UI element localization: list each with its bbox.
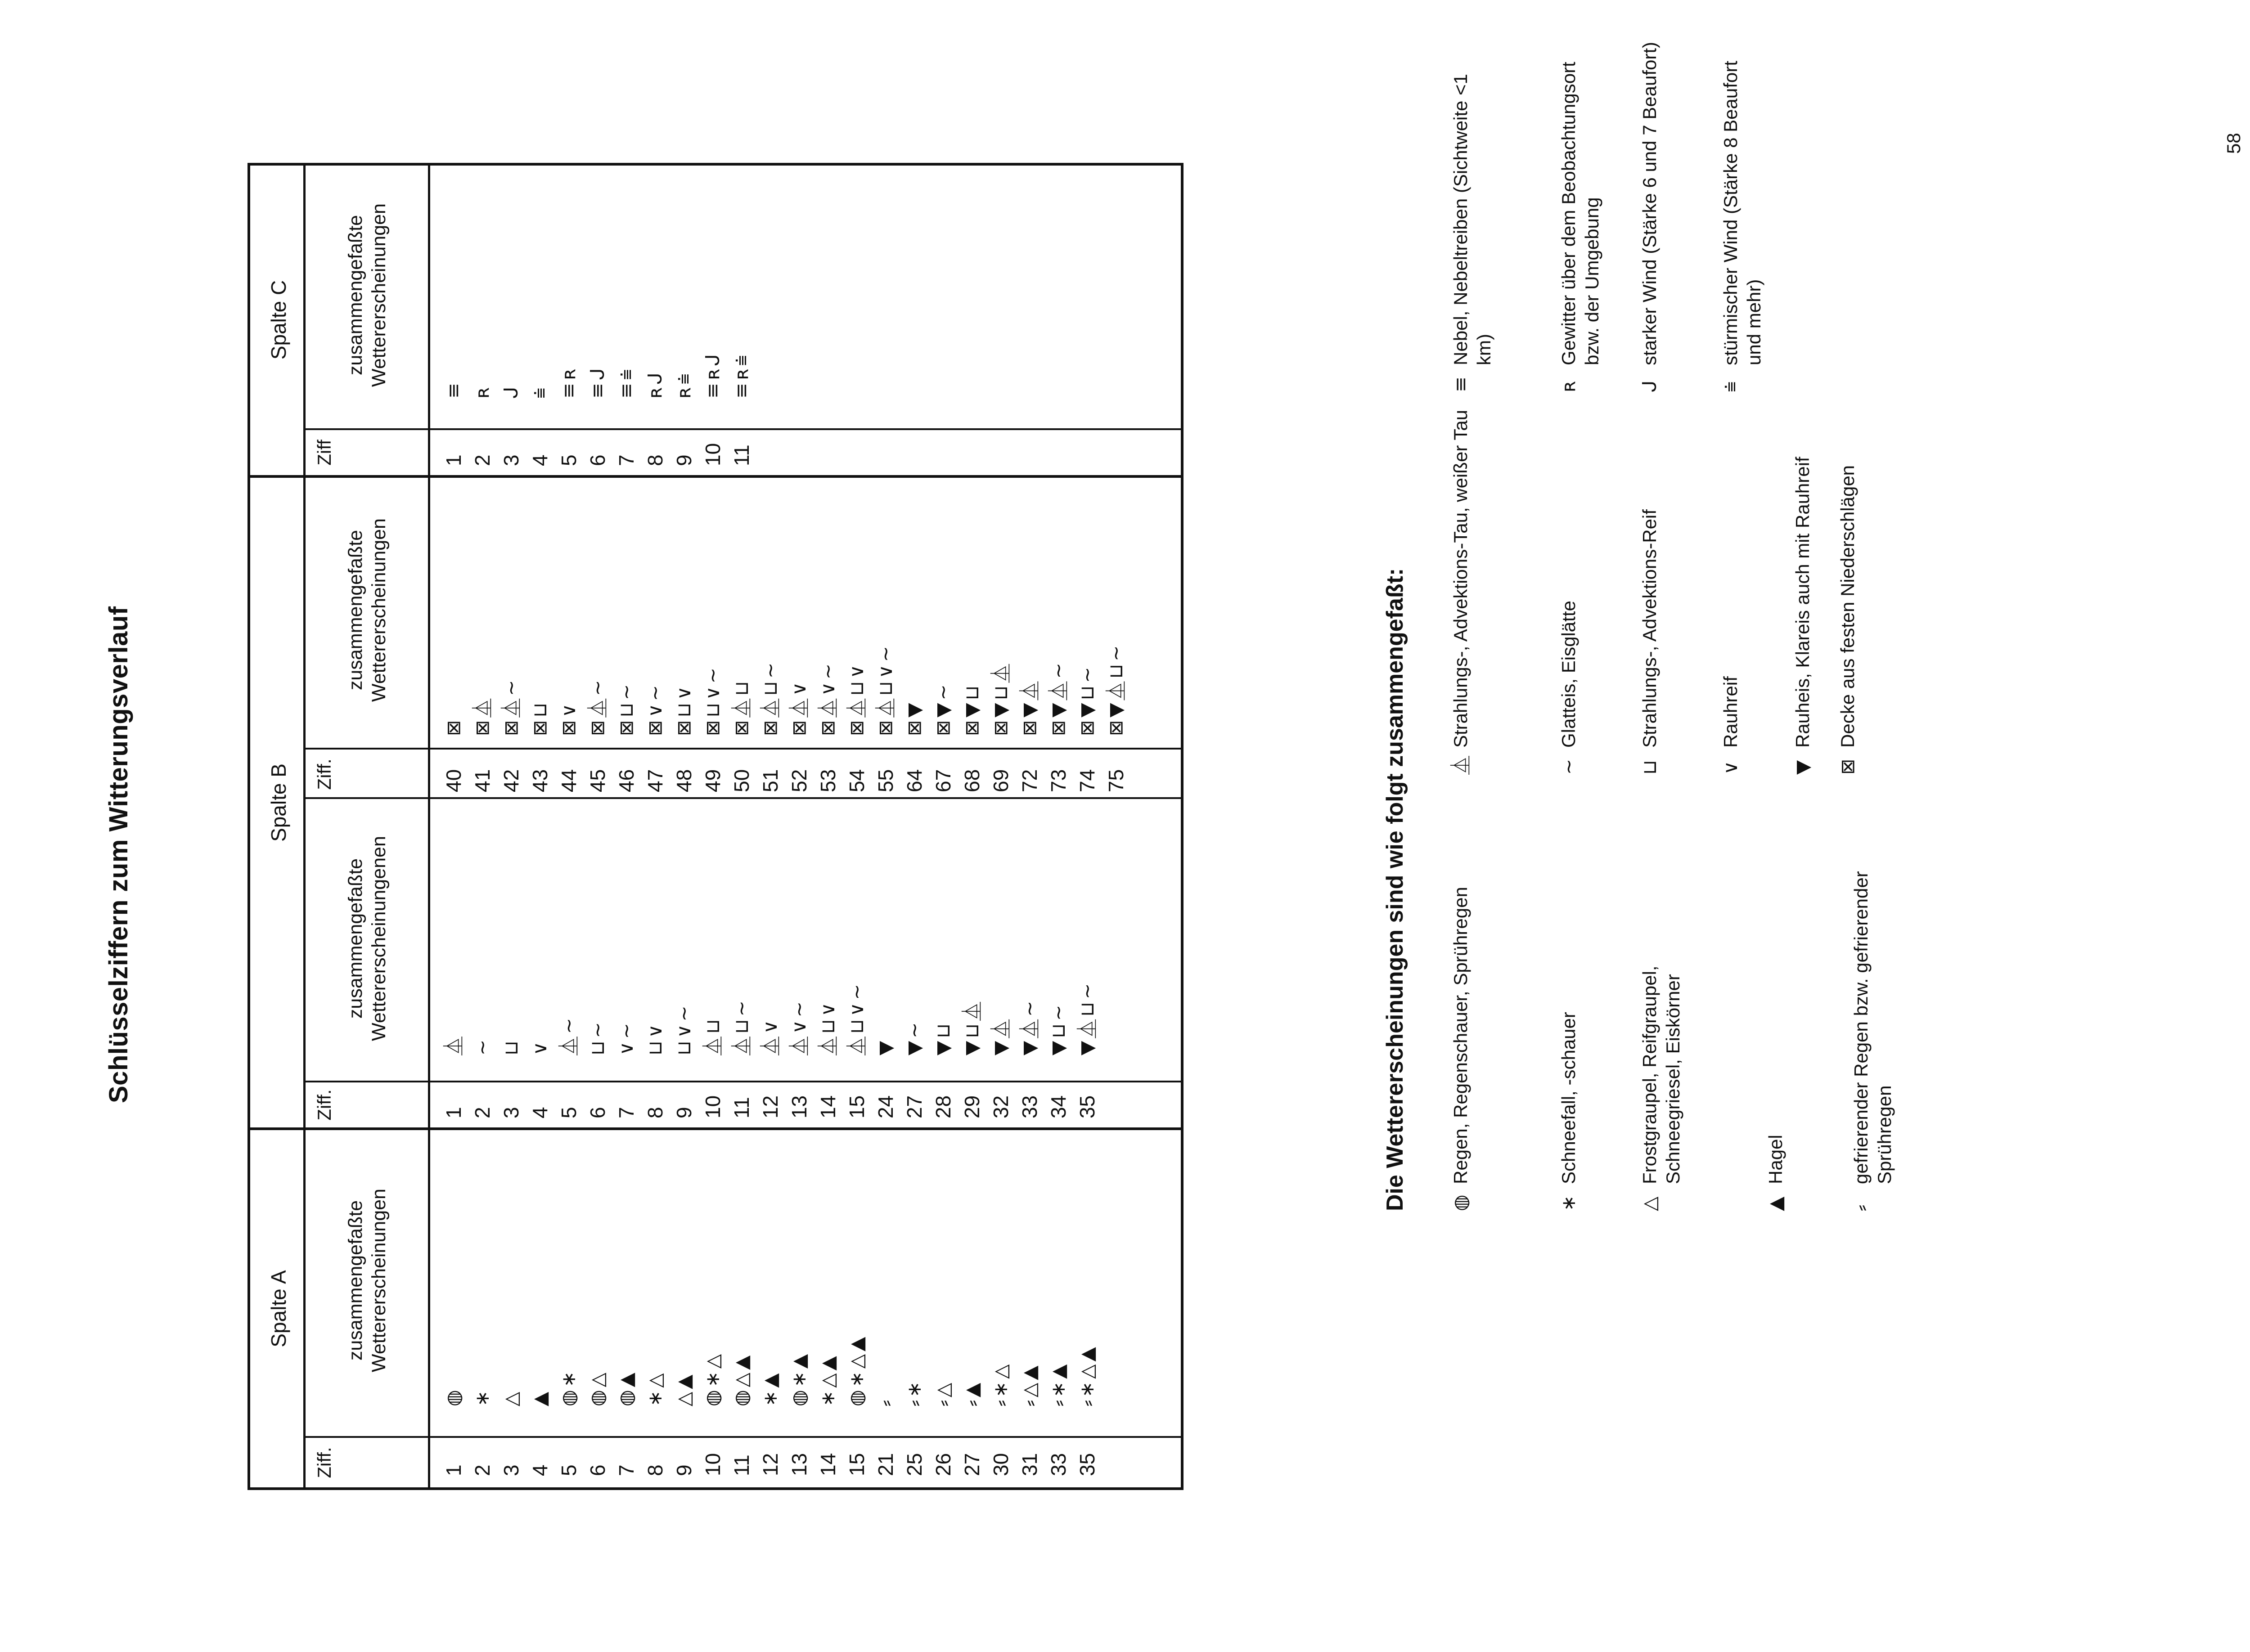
symbol-cell: ▼ — [874, 1038, 896, 1055]
symbol-cell: ⸗∗▲ — [1047, 1361, 1069, 1406]
symbol-cell: ◍∗△ — [702, 1351, 724, 1406]
symbol-cell: ⊔∨ — [644, 1021, 666, 1055]
symbol-cell: ∗▲ — [759, 1370, 781, 1406]
ziff-cell: 51 — [759, 769, 782, 792]
ziff-cell: 11 — [730, 444, 753, 466]
column-divider — [303, 428, 1181, 430]
ziff-cell: 29 — [960, 1095, 984, 1118]
spalte-c — [250, 165, 1181, 475]
spalte-b — [250, 475, 1181, 1127]
symbol-cell: ⊠⏅⊔∨∼ — [874, 643, 896, 736]
legend-text: Strahlungs-, Advektions-Reif — [1639, 509, 1660, 748]
ziff-cell: 44 — [557, 769, 580, 792]
weather-symbol-icon: ⩧ — [1719, 381, 1742, 392]
ziff-cell: 47 — [644, 769, 667, 792]
symbol-cell: ⊠⏅⊔∼ — [759, 660, 781, 736]
ziff-cell: 55 — [874, 769, 897, 792]
weather-symbol-icon: ∨ — [1719, 761, 1742, 775]
legend-entry — [1449, 860, 1472, 1211]
symbol-cell: ⊔∼ — [586, 1019, 608, 1055]
symbol-cell: ⏅⊔ — [702, 1016, 724, 1055]
ziff-cell: 6 — [586, 1107, 609, 1118]
legend-text: Gewitter über dem Beobachtungsort bzw. der Umgebung — [1558, 62, 1602, 365]
ziff-cell: 7 — [615, 454, 638, 466]
symbol-cell: ∼ — [471, 1037, 493, 1055]
symbol-cell: ⸗∗ — [903, 1378, 925, 1406]
symbol-cell: ⊠▼∼ — [932, 682, 954, 736]
weather-symbol-icon: ∼ — [1557, 759, 1580, 775]
ziff-cell: 73 — [1047, 769, 1070, 792]
symbol-cell: ⊔∨∼ — [673, 1003, 695, 1055]
ziff-cell: 27 — [903, 1095, 926, 1118]
header-zus-b2: zusammengefaßte Wettererscheinungen — [345, 518, 390, 702]
symbol-cell: ʀ⩧ — [673, 371, 695, 399]
ziff-cell: 34 — [1047, 1095, 1070, 1118]
column-divider — [303, 748, 1181, 750]
symbol-cell: ⊠⏅∼ — [586, 677, 608, 736]
symbol-cell: ⏅ — [442, 1033, 464, 1055]
ziff-cell: 14 — [816, 1095, 840, 1118]
symbol-cell: ⊠⊔ — [529, 700, 551, 736]
ziff-cell: 8 — [644, 1107, 667, 1118]
ziff-cell: 3 — [500, 1107, 523, 1118]
weather-symbol-icon: ⸗ — [1850, 1205, 1872, 1211]
symbol-cell: ⊠▼⊔ — [961, 682, 983, 736]
ziff-cell: 1 — [442, 1107, 465, 1118]
ziff-cell: 21 — [874, 1453, 897, 1476]
ziff-cell: 30 — [989, 1453, 1012, 1476]
ziff-cell: 45 — [586, 769, 609, 792]
symbol-cell: △▲ — [673, 1372, 695, 1406]
weather-symbol-icon: ≡ — [1449, 376, 1472, 392]
symbol-cell: ◍∗△▲ — [846, 1334, 868, 1406]
ziff-cell: 68 — [960, 769, 984, 792]
ziff-column-c — [439, 443, 756, 466]
symbol-cell: ᒍ — [500, 384, 522, 399]
header-zus-b: zusammengefaßte Wettererscheinungenen — [345, 836, 390, 1041]
spalte-a — [250, 1127, 1181, 1487]
ziff-cell: 3 — [500, 454, 523, 466]
symbol-cell: ⸗ — [874, 1397, 896, 1406]
ziff-cell: 12 — [759, 1453, 782, 1476]
header-ziff-b2: Ziff. — [314, 759, 335, 790]
page-title: Schlüsselziffern zum Witterungsverlauf — [104, 606, 133, 1103]
symbol-cell: ▲ — [529, 1389, 551, 1406]
symbol-cell: ▼⊔ — [932, 1020, 954, 1055]
ziff-cell: 35 — [1076, 1095, 1099, 1118]
ziff-cell: 4 — [528, 1464, 552, 1476]
legend-text: Hagel — [1765, 1135, 1786, 1184]
symbol-cell: ⊠▼⊔∼ — [1076, 664, 1098, 736]
ziff-cell: 7 — [615, 1464, 638, 1476]
symbol-cell: ⏅⊔∨∼ — [846, 981, 868, 1055]
ziff-cell: 43 — [528, 769, 552, 792]
column-divider — [303, 1081, 1181, 1082]
header-divider — [428, 1130, 430, 1487]
symbol-cell: ⏅⊔∨ — [817, 1000, 839, 1055]
symbol-cell: ◍∗▲ — [788, 1351, 810, 1406]
ziff-cell: 32 — [989, 1095, 1012, 1118]
legend-entry — [1557, 406, 1580, 775]
ziff-cell: 2 — [471, 1107, 494, 1118]
ziff-cell: 41 — [471, 769, 494, 792]
weather-symbol-icon: ∗ — [1557, 1195, 1580, 1211]
ziff-cell: 24 — [874, 1095, 897, 1118]
ziff-cell: 8 — [644, 1464, 667, 1476]
header-zus-c: zusammengefaßte Wettererscheinungen — [345, 203, 390, 387]
ziff-cell: 5 — [557, 1464, 580, 1476]
symbol-cell: ⸗△ — [932, 1380, 954, 1406]
ziff-cell: 40 — [442, 769, 465, 792]
weather-symbol-icon: ▲ — [1764, 1196, 1786, 1211]
symbol-cell: ∗ — [471, 1387, 493, 1406]
symbol-column-a — [439, 1334, 1102, 1406]
symbol-cell: ⊠⏅⊔ — [730, 678, 752, 736]
header-ziff-c: Ziff — [314, 440, 335, 466]
weather-symbol-icon: ᒍ — [1638, 380, 1660, 392]
ziff-cell: 4 — [528, 1107, 552, 1118]
ziff-cell: 2 — [471, 1464, 494, 1476]
ziff-cell: 27 — [960, 1453, 984, 1476]
legend-entry — [1449, 41, 1496, 392]
symbol-cell: ⏅∨∼ — [788, 999, 810, 1055]
ziff-cell: 11 — [730, 1454, 753, 1476]
ziff-cell: 31 — [1018, 1453, 1041, 1476]
symbol-cell: ▼⊔⏅ — [961, 999, 983, 1055]
header-zus-a: zusammengefaßte Wettererscheinungen — [345, 1189, 390, 1372]
ziff-cell: 52 — [788, 769, 811, 792]
symbol-cell: ≡ — [442, 380, 464, 399]
weather-symbol-icon: ⏅ — [1449, 755, 1472, 775]
ziff-cell: 7 — [615, 1107, 638, 1118]
ziff-cell: 4 — [528, 454, 552, 466]
symbol-cell: ⸗▲ — [961, 1380, 983, 1406]
symbol-column-c — [439, 351, 756, 399]
symbol-cell: ∗△▲ — [817, 1353, 839, 1406]
symbol-cell: ≡ʀᒍ — [702, 351, 724, 399]
legend-text: gefrierender Regen bzw. gefrierender Sprühregen — [1850, 871, 1895, 1184]
ziff-cell: 12 — [759, 1095, 782, 1118]
weather-symbol-icon: ⊠ — [1836, 759, 1858, 775]
symbol-cell: ▼⏅ — [990, 1016, 1012, 1055]
legend-text: stürmischer Wind (Stärke 8 Beaufort und mehr) — [1720, 61, 1764, 365]
symbol-cell: ≡⩧ — [615, 366, 637, 399]
header-divider — [303, 1130, 306, 1487]
weather-symbol-icon: △ — [1638, 1196, 1660, 1211]
legend-text: Regen, Regenschauer, Sprühregen — [1450, 887, 1471, 1184]
ziff-cell: 25 — [903, 1453, 926, 1476]
ziff-cell: 10 — [701, 443, 724, 466]
legend-text: Glatteis, Eisglätte — [1558, 601, 1579, 748]
legend-entry — [1557, 41, 1604, 392]
symbol-cell: ⸗∗△ — [990, 1361, 1012, 1406]
symbol-cell: ⊠ — [442, 717, 464, 736]
symbol-cell: ʀᒍ — [644, 370, 666, 399]
symbol-cell: ⊠⏅⊔∨ — [846, 662, 868, 736]
weather-symbol-icon: ◍ — [1449, 1194, 1472, 1211]
symbol-cell: ∨∼ — [615, 1020, 637, 1055]
symbol-cell: △ — [500, 1389, 522, 1406]
ziff-cell: 67 — [932, 769, 955, 792]
legend-text: Frostgraupel, Reifgraupel, Schneegriesel, Eiskörner — [1639, 965, 1683, 1184]
symbol-cell: ⏅⊔∼ — [730, 998, 752, 1055]
ziff-cell: 15 — [845, 1095, 868, 1118]
weather-symbol-icon: ⊔ — [1638, 760, 1660, 775]
legend-entry — [1638, 41, 1661, 392]
ziff-cell: 3 — [500, 1464, 523, 1476]
symbol-cell: ◍△▲ — [730, 1352, 752, 1406]
symbol-cell: ∨ — [529, 1039, 551, 1055]
legend-entry — [1764, 860, 1787, 1211]
symbol-cell: ≡ʀ⩧ — [730, 352, 752, 399]
header-divider — [303, 478, 306, 1127]
ziff-cell: 48 — [672, 769, 696, 792]
symbol-cell: ⏅∨ — [759, 1017, 781, 1055]
legend-text: Nebel, Nebeltreiben (Sichtweite <1 km) — [1450, 74, 1494, 365]
ziff-cell: 9 — [672, 454, 696, 466]
legend-entry — [1850, 860, 1896, 1211]
weather-symbol-icon: ʀ — [1557, 381, 1580, 392]
legend-entry — [1836, 406, 1859, 775]
symbol-cell: ⊠▼⏅⊔∼ — [1105, 642, 1127, 736]
column-divider — [303, 797, 1181, 799]
ziff-cell: 53 — [816, 769, 840, 792]
symbol-cell: ⊔ — [500, 1038, 522, 1055]
symbol-cell: ⊠⊔∨ — [673, 683, 695, 736]
symbol-cell: ◍▲ — [615, 1370, 637, 1406]
symbol-cell: ⊠▼⊔⏅ — [990, 661, 1012, 736]
header-divider — [428, 478, 430, 1127]
ziff-cell: 13 — [788, 1095, 811, 1118]
symbol-cell: ▼⏅∼ — [1018, 998, 1040, 1055]
symbol-cell: ⊠∨ — [558, 701, 580, 736]
symbol-cell: ◍∗ — [558, 1369, 580, 1406]
symbol-cell: ⊠⏅∼ — [500, 677, 522, 736]
symbol-cell: ʀ — [471, 384, 493, 399]
ziff-cell: 35 — [1076, 1453, 1099, 1476]
legend-text: Rauheis, Klareis auch mit Rauhreif — [1792, 457, 1813, 748]
ziff-cell: 33 — [1047, 1453, 1070, 1476]
header-ziff-b: Ziff. — [314, 1089, 335, 1121]
ziff-cell: 13 — [788, 1453, 811, 1476]
legend-entry — [1449, 406, 1472, 775]
weather-symbol-icon: ▼ — [1791, 760, 1814, 775]
ziff-cell: 6 — [586, 454, 609, 466]
symbol-cell: ⸗∗△▲ — [1076, 1344, 1098, 1406]
ziff-column-a — [439, 1453, 1102, 1476]
symbol-cell: ⊠▼⏅∼ — [1047, 660, 1069, 736]
ziff-cell: 33 — [1018, 1095, 1041, 1118]
symbol-cell: ⊠∨∼ — [644, 682, 666, 736]
ziff-column-b2 — [439, 769, 1130, 792]
ziff-cell: 10 — [701, 1095, 724, 1118]
ziff-cell: 75 — [1104, 769, 1128, 792]
ziff-cell: 42 — [500, 769, 523, 792]
symbol-cell: ⊠⏅∨∼ — [817, 660, 839, 736]
spalte-c-title: Spalte C — [267, 280, 290, 360]
ziff-cell: 15 — [845, 1453, 868, 1476]
ziff-cell: 69 — [989, 769, 1012, 792]
spalte-b-title: Spalte B — [267, 763, 290, 842]
legend-text: Strahlungs-, Advektions-Tau, weißer Tau — [1450, 410, 1471, 748]
header-ziff-a: Ziff. — [314, 1447, 335, 1478]
legend-entry — [1791, 406, 1814, 775]
page-number: 58 — [2223, 133, 2244, 154]
symbol-cell: ◍ — [442, 1387, 464, 1406]
ziff-cell: 5 — [557, 454, 580, 466]
ziff-column-b1 — [439, 1095, 1102, 1118]
ziff-cell: 72 — [1018, 769, 1041, 792]
ziff-cell: 14 — [816, 1453, 840, 1476]
symbol-column-b2 — [439, 643, 1130, 736]
ziff-cell: 2 — [471, 454, 494, 466]
symbol-cell: ≡ʀ — [558, 366, 580, 399]
symbol-cell: ⊠⊔∼ — [615, 681, 637, 736]
ziff-cell: 9 — [672, 1464, 696, 1476]
symbol-cell: ⊠⊔∨∼ — [702, 665, 724, 736]
symbol-column-b1 — [439, 981, 1102, 1055]
symbol-cell: ◍△ — [586, 1370, 608, 1406]
symbol-cell: ⊠⏅ — [471, 696, 493, 736]
legend-text: Rauhreif — [1720, 676, 1741, 748]
ziff-cell: 8 — [644, 454, 667, 466]
ziff-cell: 10 — [701, 1453, 724, 1476]
legend-entry — [1719, 406, 1742, 775]
ziff-cell: 1 — [442, 1464, 465, 1476]
symbol-cell: ▼∼ — [903, 1019, 925, 1055]
ziff-cell: 49 — [701, 769, 724, 792]
ziff-cell: 64 — [903, 769, 926, 792]
ziff-cell: 26 — [932, 1453, 955, 1476]
legend-entry — [1638, 860, 1685, 1211]
ziff-cell: 46 — [615, 769, 638, 792]
legend-entry — [1719, 41, 1766, 392]
ziff-cell: 11 — [730, 1097, 753, 1118]
ziff-cell: 74 — [1076, 769, 1099, 792]
spalte-a-title: Spalte A — [267, 1270, 290, 1347]
ziff-cell: 9 — [672, 1107, 696, 1118]
symbol-cell: ▼⏅⊔∼ — [1076, 980, 1098, 1055]
ziff-cell: 50 — [730, 769, 753, 792]
legend-text: Schneefall, -schauer — [1558, 1012, 1579, 1184]
legend-title: Die Wettererscheinungen sind wie folgt zusammengefaßt: — [1382, 568, 1408, 1211]
ziff-cell: 28 — [932, 1095, 955, 1118]
legend-entry — [1557, 860, 1580, 1211]
symbol-cell: ▼⊔∼ — [1047, 1002, 1069, 1055]
ziff-cell: 1 — [442, 454, 465, 466]
column-divider — [303, 1436, 1181, 1438]
legend-text: starker Wind (Stärke 6 und 7 Beaufort) — [1639, 42, 1660, 365]
symbol-cell: ⏅∼ — [558, 1015, 580, 1055]
symbol-cell: ⊠▼ — [903, 700, 925, 736]
symbol-cell: ∗△ — [644, 1370, 666, 1406]
legend-entry — [1638, 406, 1661, 775]
symbol-cell: ≡ᒍ — [586, 365, 608, 399]
symbol-cell: ⩧ — [529, 385, 551, 399]
ziff-cell: 54 — [845, 769, 868, 792]
symbol-cell: ⸗△▲ — [1018, 1363, 1040, 1406]
ziff-cell: 5 — [557, 1107, 580, 1118]
key-table — [248, 163, 1184, 1490]
symbol-cell: ⊠⏅∨ — [788, 679, 810, 736]
ziff-cell: 6 — [586, 1464, 609, 1476]
legend-text: Decke aus festen Niederschlägen — [1837, 465, 1858, 748]
symbol-cell: ⊠▼⏅ — [1018, 678, 1040, 736]
